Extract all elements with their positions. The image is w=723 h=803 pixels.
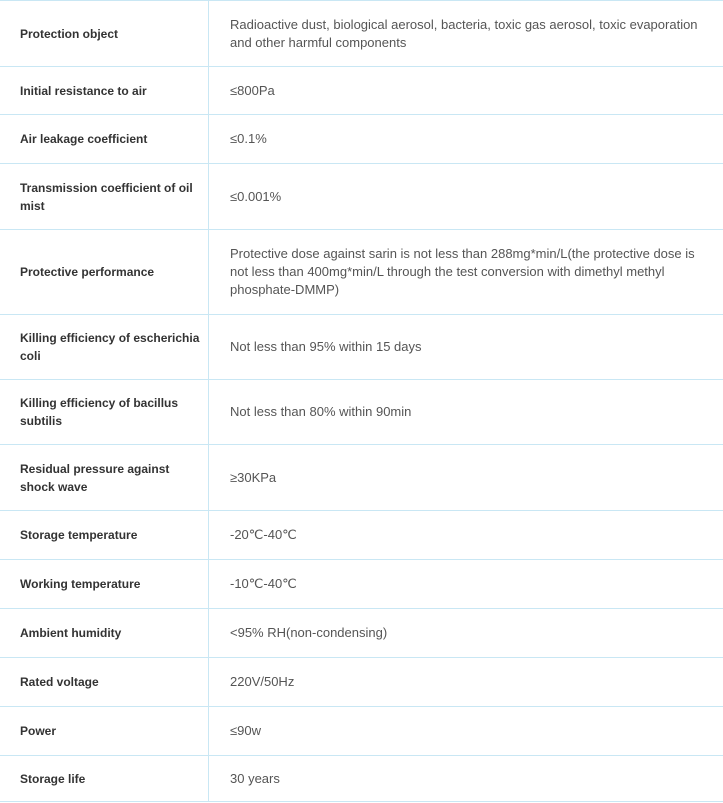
row-label: Killing efficiency of bacillus subtilis — [0, 380, 209, 445]
table-row — [0, 609, 723, 658]
row-value: Protective dose against sarin is not less than 288mg*min/L(the protective dose is not less than 400mg*min/L through the test conversion with dimethyl methyl phosphate-DMMP) — [209, 230, 723, 315]
row-label: Air leakage coefficient — [0, 115, 209, 164]
row-value: Not less than 80% within 90min — [209, 380, 723, 445]
table-row — [0, 707, 723, 756]
row-label: Killing efficiency of escherichia coli — [0, 315, 209, 380]
row-label: Storage temperature — [0, 511, 209, 560]
row-value: 30 years — [209, 756, 723, 802]
table-row — [0, 315, 723, 380]
row-label: Transmission coefficient of oil mist — [0, 164, 209, 230]
row-value: <95% RH(non-condensing) — [209, 609, 723, 658]
row-value: ≤90w — [209, 707, 723, 756]
row-label: Initial resistance to air — [0, 67, 209, 115]
table-row — [0, 511, 723, 560]
row-value: -10℃-40℃ — [209, 560, 723, 609]
row-value: 220V/50Hz — [209, 658, 723, 707]
row-label: Rated voltage — [0, 658, 209, 707]
row-value: Not less than 95% within 15 days — [209, 315, 723, 380]
row-label: Ambient humidity — [0, 609, 209, 658]
row-value: ≤0.001% — [209, 164, 723, 230]
row-label: Protection object — [0, 1, 209, 67]
row-value: -20℃-40℃ — [209, 511, 723, 560]
table-row — [0, 164, 723, 230]
table-row — [0, 1, 723, 67]
table-row — [0, 67, 723, 115]
row-label: Storage life — [0, 756, 209, 802]
row-label: Working temperature — [0, 560, 209, 609]
row-label: Protective performance — [0, 230, 209, 315]
row-label: Power — [0, 707, 209, 756]
row-value: ≥30KPa — [209, 445, 723, 511]
table-row — [0, 380, 723, 445]
table-row — [0, 560, 723, 609]
row-value: ≤800Pa — [209, 67, 723, 115]
table-row — [0, 230, 723, 315]
table-row — [0, 445, 723, 511]
table-row — [0, 115, 723, 164]
row-label: Residual pressure against shock wave — [0, 445, 209, 511]
row-value: ≤0.1% — [209, 115, 723, 164]
row-value: Radioactive dust, biological aerosol, bacteria, toxic gas aerosol, toxic evaporation and other harmful components — [209, 1, 723, 67]
table-row — [0, 756, 723, 802]
table-row — [0, 658, 723, 707]
